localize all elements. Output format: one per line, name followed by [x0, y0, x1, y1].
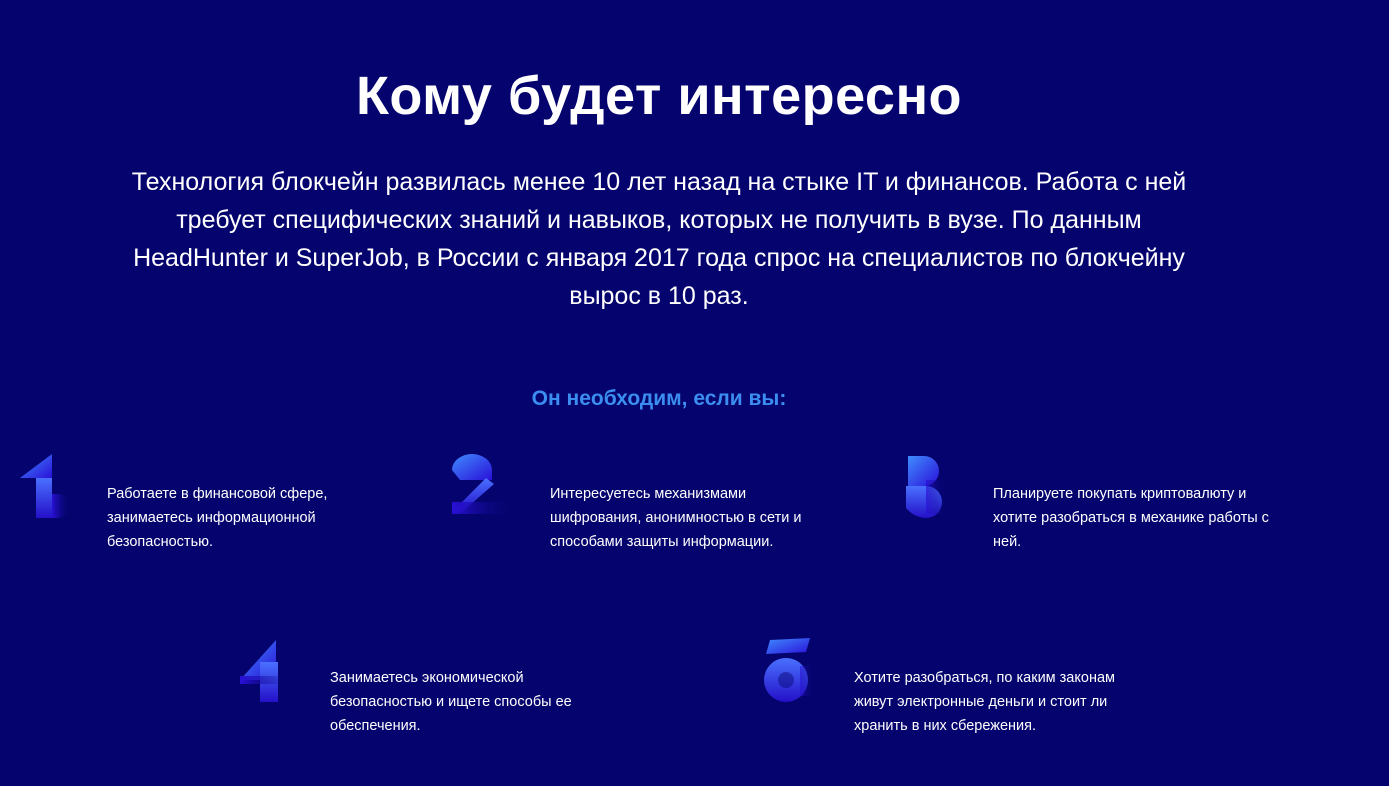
- section-subtitle: Он необходим, если вы:: [531, 387, 787, 411]
- number-3-icon: [900, 450, 970, 520]
- audience-item-text: Занимаетесь экономической безопасностью и ищете способы ее обеспечения.: [330, 670, 572, 734]
- audience-item-text: Интересуетесь механизмами шифрования, анонимностью в сети и способами защиты информации.: [550, 486, 802, 550]
- number-5-icon: [756, 636, 826, 706]
- audience-item-text: Хотите разобраться, по каким законам живут электронные деньги и стоит ли хранить в них сбережения.: [854, 670, 1115, 734]
- number-4-icon: [236, 636, 306, 706]
- number-2-icon: [446, 450, 516, 520]
- audience-item-text: Работаете в финансовой сфере, занимаетесь информационной безопасностью.: [107, 486, 328, 550]
- intro-paragraph: Технология блокчейн развилась менее 10 лет назад на стыке IT и финансов. Работа с ней требует специфических знаний и навыков, которых не получить в вузе. По данным HeadHunter и SuperJob, в России с января 2017 года спрос на специалистов по блокчейну вырос в 10 раз.: [131, 168, 1187, 310]
- number-1-icon: [16, 450, 86, 520]
- page-title: Кому будет интересно: [355, 66, 963, 127]
- audience-item-text: Планируете покупать криптовалюту и хотите разобраться в механике работы с ней.: [993, 486, 1269, 550]
